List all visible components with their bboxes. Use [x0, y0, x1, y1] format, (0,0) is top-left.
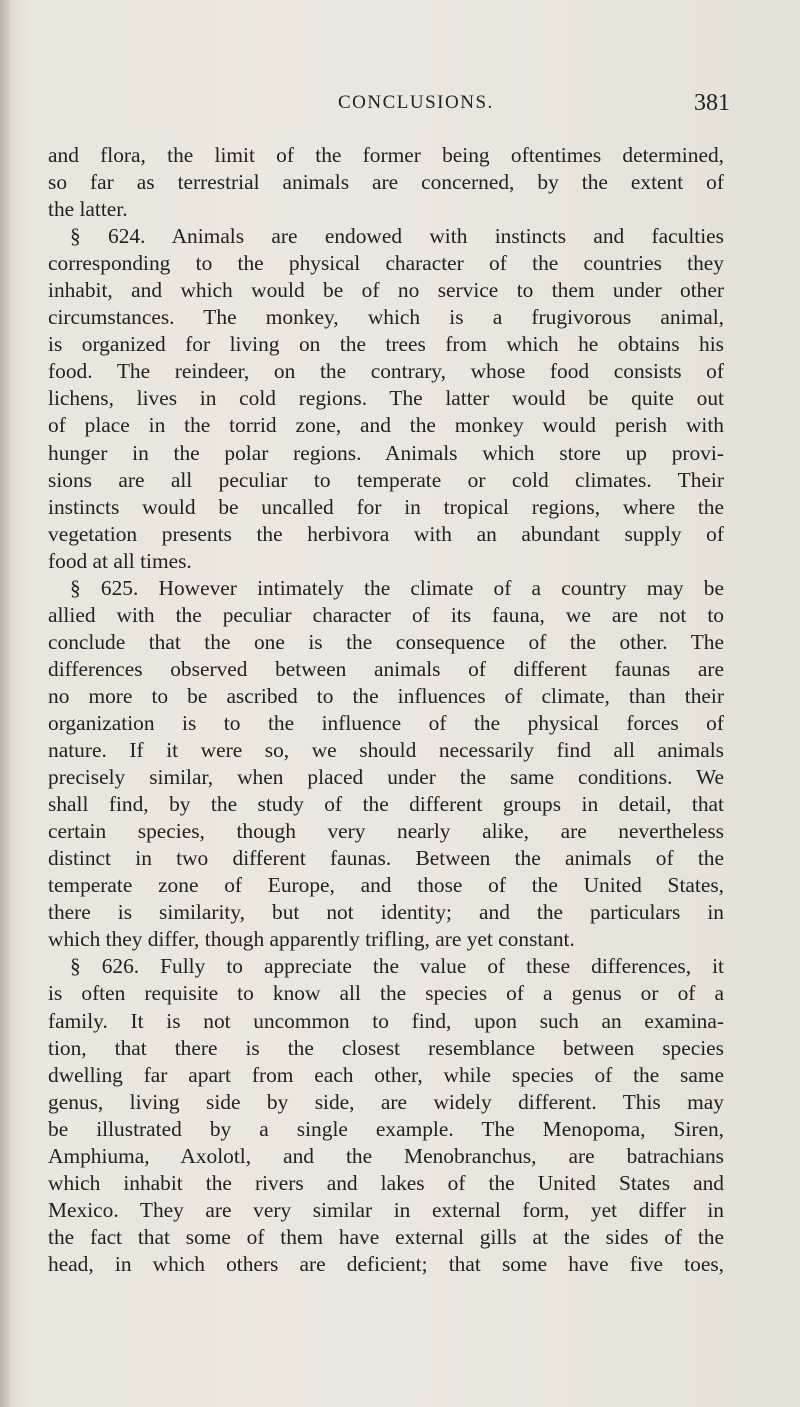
text-line: the latter. [48, 197, 128, 222]
page-header [338, 92, 730, 122]
text-line: corresponding to the physical character of the countries they [48, 251, 724, 276]
text-line: instincts would be uncalled for in tropical regions, where the [48, 494, 724, 519]
text-line: temperate zone of Europe, and those of the United States, [48, 873, 724, 898]
text-line: which they differ, though apparently trifling, are yet constant. [48, 927, 575, 952]
text-line: sions are all peculiar to temperate or cold climates. Their [48, 467, 724, 492]
text-line: § 624. Animals are endowed with instincts and faculties [70, 224, 724, 249]
text-line: Mexico. They are very similar in external form, yet differ in [48, 1197, 724, 1222]
text-line: inhabit, and which would be of no service to them under other [48, 278, 724, 303]
text-line: hunger in the polar regions. Animals which store up provi- [48, 440, 724, 465]
text-line: dwelling far apart from each other, while species of the same [48, 1062, 724, 1087]
text-line: tion, that there is the closest resemblance between species [48, 1035, 724, 1060]
text-line: precisely similar, when placed under the same conditions. We [48, 765, 724, 790]
text-line: lichens, lives in cold regions. The latter would be quite out [48, 386, 724, 411]
text-line: and flora, the limit of the former being oftentimes determined, [48, 143, 724, 167]
text-line: there is similarity, but not identity; and the particulars in [48, 900, 724, 925]
text-line: organization is to the influence of the physical forces of [48, 710, 724, 735]
text-line: vegetation presents the herbivora with an abundant supply of [48, 521, 724, 546]
text-line: certain species, though very nearly alike, are nevertheless [48, 819, 724, 844]
text-line: which inhabit the rivers and lakes of the United States and [48, 1170, 724, 1195]
text-line: the fact that some of them have external gills at the sides of the [48, 1224, 724, 1249]
text-line: nature. If it were so, we should necessarily find all animals [48, 738, 724, 763]
text-line: Amphiuma, Axolotl, and the Menobranchus, are batrachians [48, 1143, 724, 1168]
text-line: differences observed between animals of different faunas are [48, 656, 724, 681]
text-line: food. The reindeer, on the contrary, whose food consists of [48, 359, 724, 384]
text-line: allied with the peculiar character of its fauna, we are not to [48, 602, 724, 627]
body-text [48, 142, 724, 1278]
text-line: no more to be ascribed to the influences of climate, than their [48, 683, 724, 708]
text-line: food at all times. [48, 548, 192, 573]
text-line: conclude that the one is the consequence of the other. The [48, 629, 724, 654]
text-line: is organized for living on the trees from which he obtains his [48, 332, 724, 357]
text-line: shall find, by the study of the different groups in detail, that [48, 792, 724, 817]
text-line: family. It is not uncommon to find, upon such an examina- [48, 1008, 724, 1033]
page-gutter-shadow [0, 0, 10, 1407]
text-line: so far as terrestrial animals are concerned, by the extent of [48, 170, 724, 195]
text-line: distinct in two different faunas. Between the animals of the [48, 846, 724, 871]
running-head: CONCLUSIONS. [338, 92, 494, 113]
text-line: is often requisite to know all the species of a genus or of a [48, 981, 724, 1006]
text-line: head, in which others are deficient; that some have five toes, [48, 1251, 724, 1276]
text-line: genus, living side by side, are widely different. This may [48, 1089, 724, 1114]
text-line: of place in the torrid zone, and the monkey would perish with [48, 413, 724, 438]
text-line: § 626. Fully to appreciate the value of these differences, it [70, 954, 724, 979]
text-line: § 625. However intimately the climate of a country may be [70, 575, 724, 600]
text-line: be illustrated by a single example. The Menopoma, Siren, [48, 1116, 724, 1141]
page-number: 381 [694, 90, 730, 116]
text-line: circumstances. The monkey, which is a frugivorous animal, [48, 305, 724, 330]
